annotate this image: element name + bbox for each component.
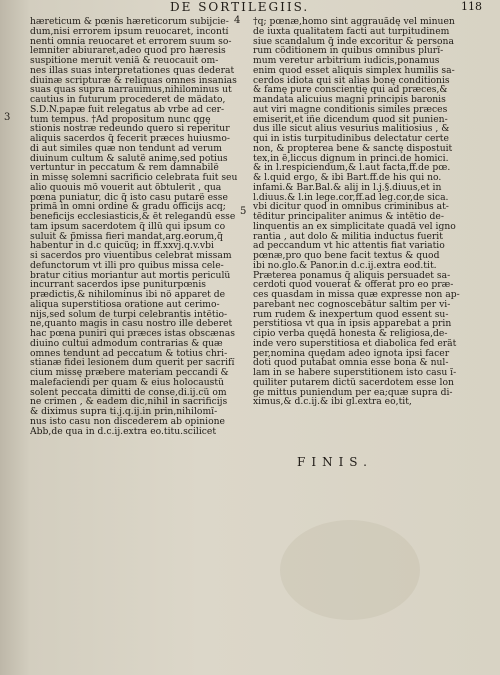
text-line: linquentis an ex simplicitate quadã vel igno — [253, 221, 456, 232]
text-line: rum cõditionem in quibus omnibus plurĩ- — [253, 46, 444, 56]
text-line: prædictis,& nihilominus ibi nõ apparet de — [30, 290, 226, 300]
text-line: solent peccata dimitti de conse,di.ij.cũ om — [30, 387, 227, 398]
text-line: non, & propterea bene & sanctę dispostuit — [253, 143, 453, 154]
text-line: malefaciendi per quam & eius holocaustũ — [30, 377, 224, 388]
text-line: di aut similes quæ non tendunt ad verum — [30, 143, 223, 154]
margin-number: 3 — [4, 112, 11, 123]
text-line: tẽditur principaliter animus & intẽtio de- — [253, 212, 444, 222]
text-line: stianæ fidei lesionem dum querit per sacrifĩ — [30, 358, 235, 368]
text-line: & famę pure conscientię qui ad præces,& — [253, 85, 448, 95]
text-line: ibi no.glo.& Panor.in d.c.ij.extra eod.tit. — [253, 260, 437, 271]
text-line: cium missę præbere materiam peccandi & — [30, 368, 229, 378]
margin-number: 5 — [240, 206, 247, 217]
text-line: rum rudem & inexpertum quod essent su- — [253, 309, 449, 320]
finis-colophon: FINIS. — [297, 455, 373, 469]
text-line: defunctorum vt illi pro quibus missa cele- — [30, 260, 224, 271]
text-line: parebant nec cognoscebãtur saltim per vi- — [253, 299, 451, 310]
text-line: diuinæ scripturæ & reliquas omnes insanias — [30, 75, 237, 86]
text-line: mandata alicuius magni principis baronis — [253, 95, 446, 105]
text-line: ge mittus puniendum per ea;quæ supra di- — [253, 387, 453, 398]
text-line: quiliter putarem dictũ sacerdotem esse lon — [253, 377, 454, 388]
text-line: ne crimen , & eadem dic,nihil in sacrificijs — [30, 397, 228, 407]
text-line: cautius in futurum procederet de mãdato, — [30, 95, 226, 105]
text-line: cerdos idiota qui sit alias bonę conditionis — [253, 75, 450, 86]
text-line: incurrant sacerdos ipse puniturpœnis — [30, 280, 207, 290]
text-line: qui in istis turpitudinibus delectatur certe — [253, 134, 449, 144]
text-line: in missę solemni sacrificio celebrata fuit seu — [30, 173, 238, 183]
text-line: tam ipsum sacerdotem q̃ illũ qui ipsum co — [30, 221, 226, 232]
text-line: l.diuus.& l.in lege.cor,ff.ad leg.cor,de sica. — [253, 192, 449, 203]
text-line: cipio verba quędã honesta & religiosa,de- — [253, 329, 448, 339]
text-line: & l.quid ergo, & ibi Bart.ff.de his qui no. — [253, 173, 442, 183]
text-line: inde vero superstitiosa et diabolica fed erãt — [253, 338, 457, 349]
text-line: vbi dicitur quod in omnibus criminibus at- — [253, 202, 449, 212]
text-line: beneficijs ecclesiasticis,& ẽt relegandũ esse — [30, 212, 236, 222]
right-text-column — [253, 17, 473, 407]
text-line: nes illas suas interpretationes quas dederat — [30, 65, 235, 76]
text-line: enim quod esset aliquis simplex humilis sa- — [253, 65, 455, 76]
text-line: lam in se habere superstitionem isto casu ĩ- — [253, 368, 457, 378]
text-line: nus isto casu non discederem ab opinione — [30, 416, 225, 427]
text-line: dus ille sicut alius vesurius malitiosius , & — [253, 124, 450, 134]
text-line: infami.& Bar.Bal.& alij in l.j.§.diuus,et in — [253, 182, 442, 193]
text-line: lemniter abiuraret,adeo quod pro hæresis — [30, 46, 226, 56]
text-line: aliquis sacerdos q̃ fecerit præces huiusmo- — [30, 134, 230, 144]
running-title: DE SORTILEGIIS. — [170, 0, 310, 14]
text-line: primã in omni ordine & gradu officijs acq; — [30, 202, 226, 212]
text-line: stionis nostræ redeundo quero si reperitur — [30, 124, 230, 134]
text-line: siue scandalum q̃ inde excoritur & persona — [253, 36, 454, 47]
text-line: tex,in ẽ,liccus dignum in princi.de homici. — [253, 153, 449, 164]
text-line: aliqua superstitiosa oratione aut cerimo- — [30, 299, 220, 310]
text-line: diuino cultui admodum contrarias & quæ — [30, 338, 223, 349]
text-line: nijs,sed solum de turpi celebrantis intẽtio- — [30, 309, 228, 320]
text-line: doti quod putabat omnia esse bona & nul- — [253, 358, 449, 368]
text-line: alio quouis mõ vouerit aut õbtulerit , qua — [30, 182, 222, 193]
text-line: Præterea ponamus q̃ aliquis persuadet sa- — [253, 270, 451, 281]
text-line: omnes tendunt ad peccatum & totius chri- — [30, 348, 228, 359]
text-line: suspitione meruit veniã & reuocauit om- — [30, 56, 219, 66]
text-line: ad peccandum vt hic attentis fiat variatio — [253, 241, 445, 251]
paper-stain — [280, 520, 420, 620]
text-line: diuinum cultum & salutẽ animę,sed potius — [30, 153, 228, 164]
text-line: de iuxta qualitatem facti aut turpitudinem — [253, 26, 450, 37]
running-head — [30, 0, 490, 14]
text-line: aut viri magne conditionis similes præces — [253, 104, 448, 115]
text-line: emiserit,et iñe dicendum quod sit punien- — [253, 114, 448, 125]
text-line: rantia , aut dolo & militia inductus fuerit — [253, 231, 443, 242]
margin-number: 4 — [234, 15, 241, 26]
text-line: per,nomina quędam adeo ignota ipsi facer — [253, 348, 450, 359]
text-line: suas quas supra narrauimus,nihilominus ut — [30, 85, 232, 95]
text-line: habentur in d.c quicũq; in ff.xxvj.q.v.vbi — [30, 241, 214, 251]
text-line: nenti omnia reuocaret et errorem suum so- — [30, 36, 232, 47]
folio-number: 118 — [461, 0, 482, 13]
text-line: tum tempus. †Ad propositum nunc qgę — [30, 114, 211, 125]
text-line: bratur citius moriantur aut mortis periculũ — [30, 270, 231, 281]
text-line: mum veretur arbitrium iudicis,ponamus — [253, 56, 440, 66]
text-line: suluit & p̃missa fieri mandat,arg.eorum,q̃ — [30, 231, 223, 242]
text-line: S.D.N.papæ fuit relegatus ab vrbe ad cer- — [30, 104, 225, 115]
text-line: hæreticum & pœnis hæreticorum subijcie- — [30, 17, 229, 27]
text-line: ces quasdam in missa quæ expresse non ap- — [253, 290, 460, 300]
text-line: cerdoti quod vouerat & offerat pro eo præ- — [253, 280, 454, 290]
text-line: †q; pœnæ,homo sint aggrauãdę vel minuen — [253, 17, 455, 27]
text-line: dum,nisi errorem ipsum reuocaret, incontí — [30, 26, 229, 37]
text-line: & in l.respiciendum,& l.aut facta,ff.de pœ. — [253, 163, 451, 173]
text-line: vertuntur in peccatum & rem damnabilẽ — [30, 163, 219, 173]
text-line: ne,quanto magis in casu nostro ille deberet — [30, 319, 233, 329]
text-line: hac pœna puniri qui præces istas obscænas — [30, 329, 235, 339]
text-line: si sacerdos pro viuentibus celebrat missam — [30, 251, 232, 261]
text-line: pœnæ,pro quo bene facit textus & quod — [253, 251, 440, 261]
left-text-column — [30, 17, 246, 436]
text-line: pœna puniatur, dic q̃ isto casu putarẽ esse — [30, 192, 228, 203]
text-line: perstitiosa vt qua in ipsis apparebat a prin — [253, 319, 452, 329]
text-line: & diximus supra ti.j.q.ij.in prin,nihilomĩ- — [30, 407, 218, 417]
text-line: Abb,de qua in d.c.ij.extra eo.titu.scilicet — [30, 426, 217, 437]
text-line: ximus,& d.c.ij.& ibi gl.extra eo,tit, — [253, 397, 412, 407]
